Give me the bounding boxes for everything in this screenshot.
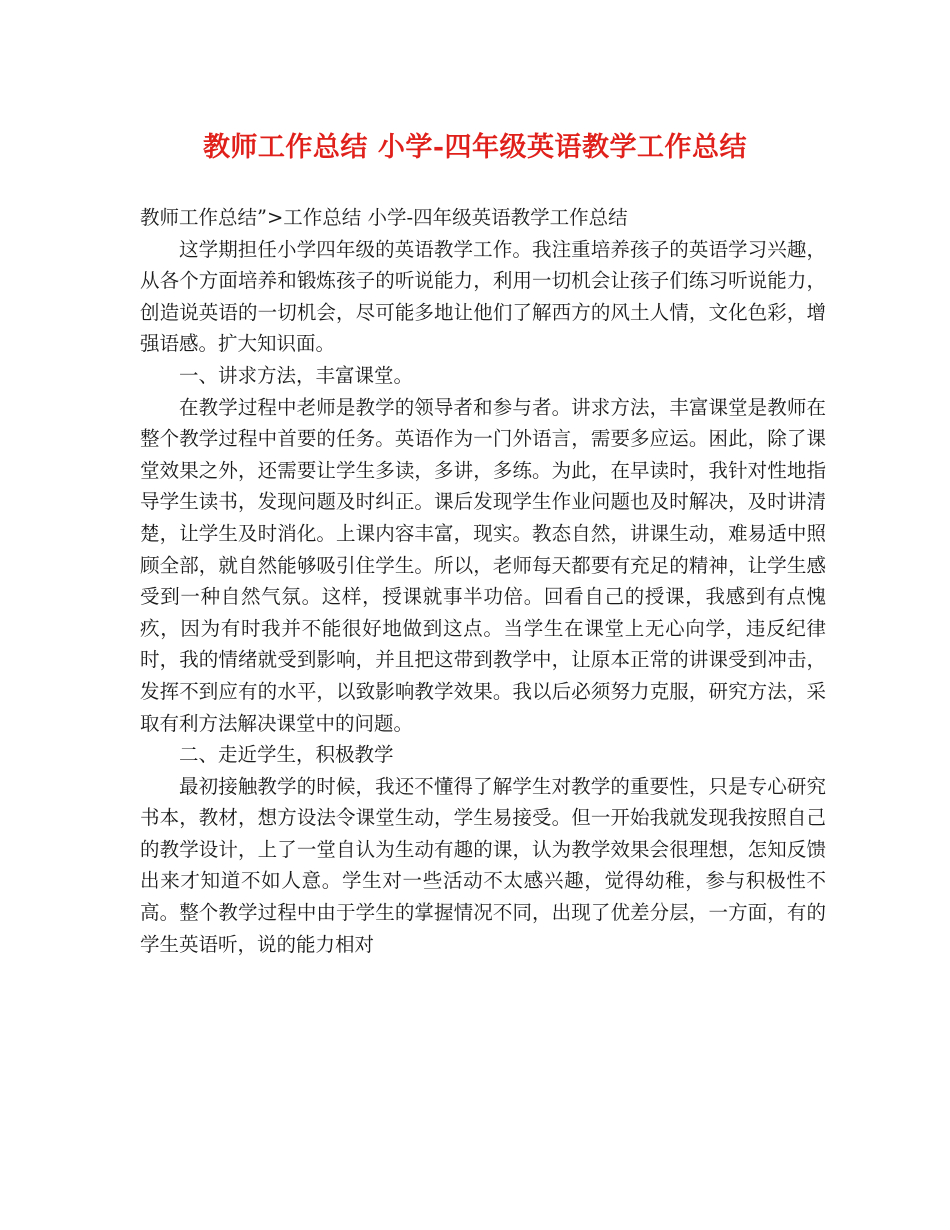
paragraph: 在教学过程中老师是教学的领导者和参与者。讲求方法，丰富课堂是教师在整个教学过程中首要的任务。英语作为一门外语言，需要多应运。困此，除了课堂效果之外，还需要让学生多读，多讲，多练。为此，在早读时，我针对性地指导学生读书，发现问题及时纠正。课后发现学生作业问题也及时解决，及时讲清楚，让学生及时消化。上课内容丰富，现实。教态自然，讲课生动，难易适中照顾全部，就自然能够吸引住学生。所以，老师每天都要有充足的精神，让学生感受到一种自然气氛。这样，授课就事半功倍。回看自己的授课，我感到有点愧疚，因为有时我并不能很好地做到这点。当学生在课堂上无心向学，违反纪律时，我的情绪就受到影响，并且把这带到教学中，让原本正常的讲课受到冲击，发挥不到应有的水平，以致影响教学效果。我以后必须努力克服，研究方法，采取有利方法解决课堂中的问题。 <box>140 395 826 735</box>
section-heading: 一、讲求方法，丰富课堂。 <box>179 363 414 387</box>
paragraph: 教师工作总结”>工作总结 小学-四年级英语教学工作总结 <box>140 206 628 229</box>
section-heading: 二、走近学生，积极教学 <box>179 743 394 767</box>
paragraph: 最初接触教学的时候，我还不懂得了解学生对教学的重要性，只是专心研究书本，教材，想方设法令课堂生动，学生易接受。但一开始我就发现我按照自己的教学设计，上了一堂自认为生动有趣的课，认为教学效果会很理想，怎知反馈出来才知道不如人意。学生对一些活动不太感兴趣，觉得幼稚，参与积极性不高。整个教学过程中由于学生的掌握情况不同，出现了优差分层，一方面，有的学生英语听，说的能力相对 <box>140 774 826 956</box>
document-title: 教师工作总结 小学-四年级英语教学工作总结 <box>202 132 748 163</box>
paragraph: 这学期担任小学四年级的英语教学工作。我注重培养孩子的英语学习兴趣，从各个方面培养和锻炼孩子的听说能力，利用一切机会让孩子们练习听说能力，创造说英语的一切机会，尽可能多地让他们了解西方的风土人情，文化色彩，增强语感。扩大知识面。 <box>140 237 826 356</box>
document-body <box>140 202 826 960</box>
